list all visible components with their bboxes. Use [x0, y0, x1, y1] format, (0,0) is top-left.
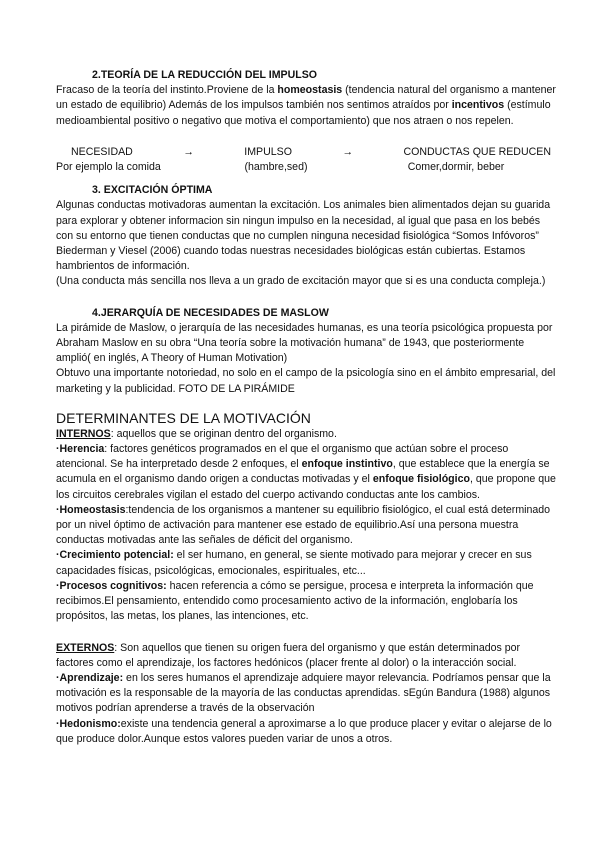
text-run: : aquellos que se originan dentro del organismo.	[110, 427, 337, 440]
section-heading-2: 2.TEORÍA DE LA REDUCCIÓN DEL IMPULSO	[92, 69, 318, 81]
growth-paragraph	[56, 548, 556, 578]
text-run: hacen referencia a cómo se persigue, procesa e interpreta la información que recibimos.El pensamiento, entendido como procesamiento activo de la información, englobaría los propósitos, las metas, los planes, las intenciones, etc.	[56, 579, 534, 623]
flow-example-3: Comer,dormir, beber	[407, 161, 505, 174]
text-run: , que propone que los circuitos cerebrales vigilan el estado del cuerpo activando conductas ante los cambios.	[56, 473, 556, 501]
section-4-paragraph-2: Obtuvo una importante notoriedad, no solo en el campo de la psicología sino en el ámbito empresarial, del marketing y la publicidad. FOTO DE LA PIRÁMIDE	[56, 367, 556, 395]
section-heading-3: 3. EXCITACIÓN ÓPTIMA	[92, 184, 213, 197]
text-run: , que establece que la energía se acumula en el organismo dando origen a conductas motivadas y el	[56, 458, 550, 486]
text-run: :tendencia de los organismos a mantener su equilibrio fisiológico, el cual está determinado por un nivel óptimo de activación para mantener ese estado de equilibrio.Así una persona muestra conductas motivadas ante las señales de déficit del organismo.	[56, 503, 551, 547]
bold-term: incentivos	[451, 99, 505, 112]
bold-term: ·Crecimiento potencial:	[56, 549, 174, 562]
flow-behaviors: CONDUCTAS QUE REDUCEN	[403, 145, 551, 158]
homeostasis-paragraph	[56, 503, 556, 549]
external-intro	[56, 641, 556, 671]
bold-term: ·Procesos cognitivos:	[56, 579, 167, 592]
cognitive-paragraph	[56, 579, 556, 625]
flow-example-1: Por ejemplo la comida	[56, 161, 161, 174]
document-page	[56, 68, 556, 747]
text-run: existe una tendencia general a aproximarse a lo que produce placer y evitar o alejarse de lo que produce dolor.Aunque estos valores pueden variar de unos a otros.	[56, 717, 552, 745]
bold-term: enfoque instintivo	[301, 458, 393, 471]
bold-term: homeostasis	[277, 84, 343, 97]
section-3-paragraph-2: (Una conducta más sencilla nos lleva a un grado de excitación mayor que si es una conducta compleja.)	[56, 275, 546, 288]
bold-term: ·Homeostasis	[56, 503, 126, 516]
flow-diagram	[56, 145, 556, 160]
text-run: : Son aquellos que tienen su origen fuera del organismo y que están determinados por factores como el aprendizaje, los factores hedónicos (placer frente al dolor) o la interacción social.	[56, 641, 521, 669]
section-heading-4: 4.JERARQUÍA DE NECESIDADES DE MASLOW	[92, 306, 329, 319]
determinants-title: DETERMINANTES DE LA MOTIVACIÓN	[56, 409, 311, 426]
text-run: : factores genéticos programados en el que el organismo que actúan sobre el proceso atencional. Se ha interpretado desde 2 enfoques, el	[56, 443, 509, 471]
text-run: Fracaso de la teoría del instinto.Proviene de la	[56, 84, 278, 97]
text-run: (tendencia natural del organismo a mantener un estado de equilibrio) Además de los impulsos también nos sentimos atraídos por	[56, 84, 556, 112]
hedonism-paragraph	[56, 717, 556, 747]
flow-examples	[56, 160, 556, 175]
section-3-paragraph-1: Algunas conductas motivadoras aumentan la excitación. Los animales bien alimentados dejan su guarida para explorar y obtener informacion sin ningun impulso en la necesidad, al igual que pasa en los bebés con su entorno que tienen conductas que no cumplen ninguna necesidad fisiológica “Somos Infóvoros” Biederman y Viesel (2006) cuando todas nuestras necesidades biológicas están cubiertas. Estamos hambrientos de información.	[56, 199, 551, 273]
bold-term: ·Aprendizaje:	[56, 671, 124, 684]
flow-need: NECESIDAD	[71, 145, 133, 158]
bold-term: enfoque fisiológico	[372, 473, 470, 486]
heredity-paragraph	[56, 442, 556, 503]
text-run: el ser humano, en general, se siente motivado para mejorar y crecer en sus capacidades físicas, psicológicas, emocionales, espirituales, etc...	[56, 549, 532, 577]
text-run: (estímulo medioambiental positivo o negativo que motiva el comportamiento) que nos atraen o nos repelen.	[56, 99, 551, 127]
arrow-right-icon: →	[342, 145, 353, 158]
text-run: en los seres humanos el aprendizaje adquiere mayor relevancia. Podríamos pensar que la motivación es la responsable de la mayoría de las conductas aprendidas. sEgún Bandura (1988) algunos motivos podrían aprenderse a través de la observación	[56, 671, 551, 715]
flow-example-2: (hambre,sed)	[244, 161, 308, 174]
bold-term: ·Herencia	[56, 443, 105, 456]
section-4-paragraph-1: La pirámide de Maslow, o jerarquía de las necesidades humanas, es una teoría psicológica propuesta por Abraham Maslow en su obra “Una teoría sobre la motivación humana” de 1943, que posteriormente amplió( en inglés, A Theory of Human Motivation)	[56, 321, 553, 365]
learning-paragraph	[56, 671, 556, 717]
external-label: EXTERNOS	[56, 641, 115, 654]
flow-impulse: IMPULSO	[244, 145, 292, 158]
section-2-paragraph	[56, 83, 556, 129]
arrow-right-icon: →	[183, 145, 194, 158]
internal-intro	[56, 427, 556, 442]
internal-label: INTERNOS	[56, 427, 111, 440]
bold-term: ·Hedonismo:	[56, 717, 121, 730]
